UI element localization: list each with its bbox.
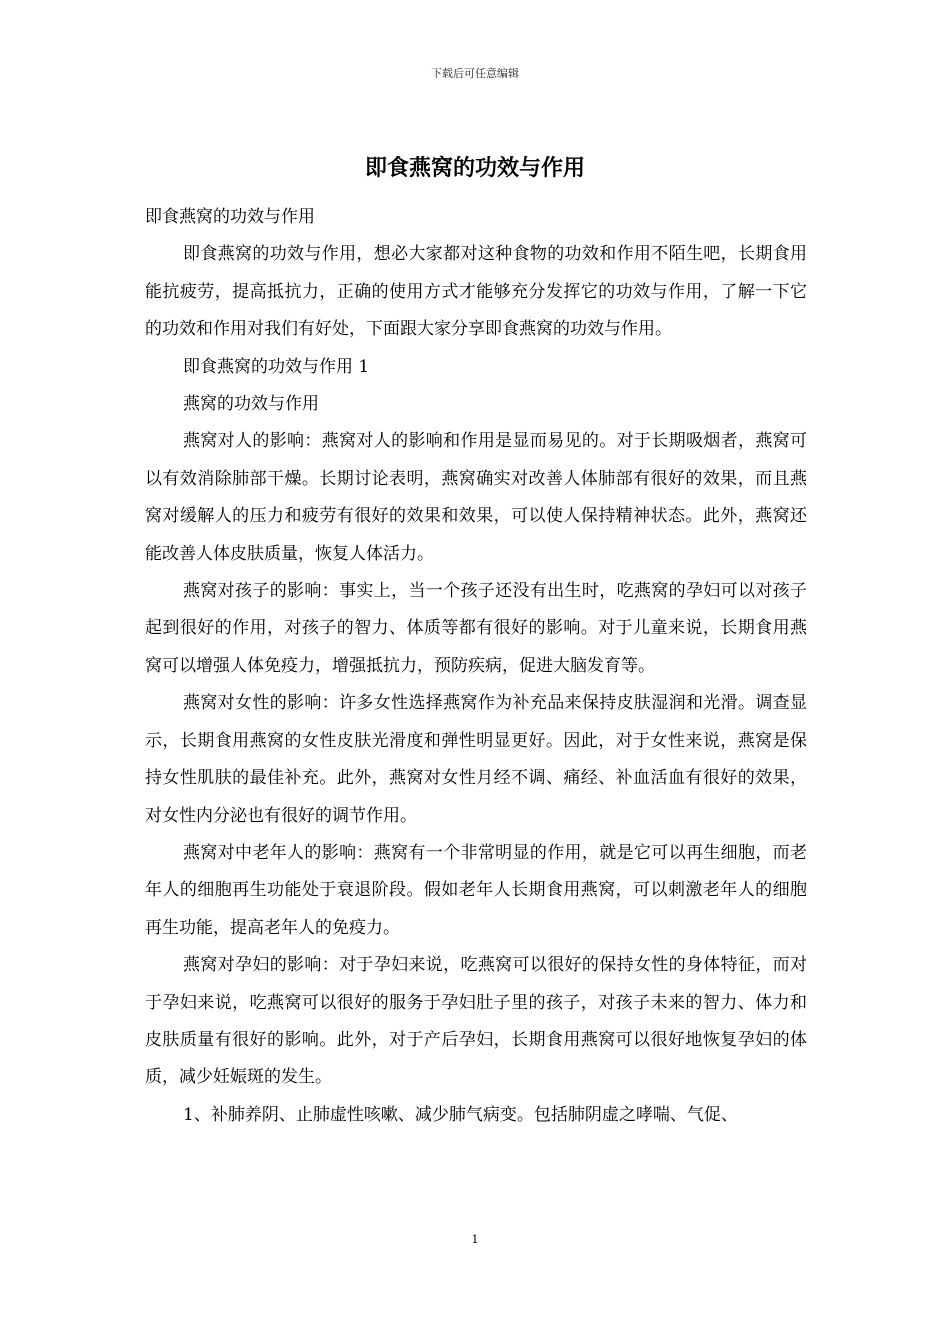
page-number: 1 [471, 1233, 479, 1246]
subsection-heading: 燕窝的功效与作用 [183, 394, 319, 415]
page-header-note: 下载后可任意编辑 [431, 67, 519, 80]
subtitle-paragraph: 即食燕窝的功效与作用 [145, 207, 315, 227]
body-paragraph: 燕窝对中老年人的影响：燕窝有一个非常明显的作用，就是它可以再生细胞，而老年人的细胞再生功能处于衰退阶段。假如老年人长期食用燕窝，可以刺激老年人的细胞再生功能，提高老年人的免疫力。 [145, 842, 807, 938]
list-item-paragraph: 1、补肺养阴、止肺虚性咳嗽、减少肺气病变。包括肺阴虚之哮喘、气促、 [183, 1104, 738, 1125]
section-heading: 即食燕窝的功效与作用 1 [183, 356, 370, 377]
document-title: 即食燕窝的功效与作用 [364, 156, 585, 181]
body-paragraph: 燕窝对女性的影响：许多女性选择燕窝作为补充品来保持皮肤湿润和光滑。调查显示，长期食用燕窝的女性皮肤光滑度和弹性明显更好。因此，对于女性来说，燕窝是保持女性肌肤的最佳补充。此外，燕窝对女性月经不调、痛经、补血活血有很好的效果，对女性内分泌也有很好的调节作用。 [145, 693, 807, 826]
intro-paragraph: 即食燕窝的功效与作用，想必大家都对这种食物的功效和作用不陌生吧，长期食用能抗疲劳，提高抵抗力，正确的使用方式才能够充分发挥它的功效与作用，了解一下它的功效和作用对我们有好处，下面跟大家分享即食燕窝的功效与作用。 [145, 244, 807, 340]
body-paragraph: 燕窝对孩子的影响：事实上，当一个孩子还没有出生时，吃燕窝的孕妇可以对孩子起到很好的作用，对孩子的智力、体质等都有很好的影响。对于儿童来说，长期食用燕窝可以增强人体免疫力，增强抵抗力，预防疾病，促进大脑发育等。 [145, 581, 807, 676]
body-paragraph: 燕窝对孕妇的影响：对于孕妇来说，吃燕窝可以很好的保持女性的身体特征，而对于孕妇来说，吃燕窝可以很好的服务于孕妇肚子里的孩子，对孩子未来的智力、体力和皮肤质量有很好的影响。此外，对于产后孕妇，长期食用燕窝可以很好地恢复孕妇的体质，减少妊娠斑的发生。 [145, 955, 807, 1088]
body-paragraph: 燕窝对人的影响：燕窝对人的影响和作用是显而易见的。对于长期吸烟者，燕窝可以有效消除肺部干燥。长期讨论表明，燕窝确实对改善人体肺部有很好的效果，而且燕窝对缓解人的压力和疲劳有很好的效果和效果，可以使人保持精神状态。此外，燕窝还能改善人体皮肤质量，恢复人体活力。 [145, 431, 807, 564]
document-body [145, 199, 807, 1134]
